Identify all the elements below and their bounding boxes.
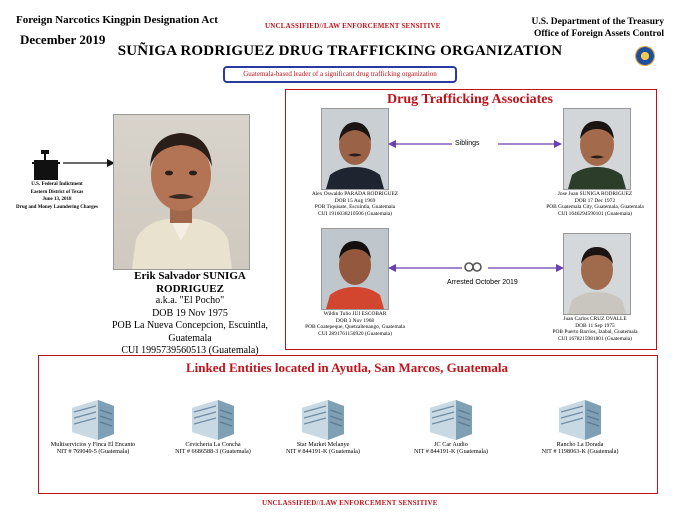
- subtitle: Guatemala-based leader of a significant drug trafficking organization: [223, 66, 457, 83]
- building-icon: [426, 396, 476, 442]
- act-title: Foreign Narcotics Kingpin Designation Act: [16, 14, 218, 26]
- agency-line-1: U.S. Department of the Treasury: [531, 17, 664, 27]
- associate-name-2: Jose Juan SUNIGA RODRIGUEZ: [557, 191, 633, 197]
- linked-entities-title: Linked Entities located in Ayutla, San Marcos, Guatemala: [185, 360, 508, 375]
- associate-caption-1: [295, 191, 415, 217]
- associate-pob-1: POB Tiquisate, Escuintla, Guatemala: [314, 204, 396, 211]
- associate-dob-4: DOB 11 Sep 1975: [575, 322, 615, 329]
- associate-cui-4: CUI 1678215981801 (Guatemala): [558, 335, 632, 342]
- associate-photo-2: [563, 108, 631, 190]
- indictment-line-3: June 13, 2018: [42, 197, 72, 202]
- leader-pob-2: Guatemala: [168, 332, 212, 344]
- entity-nit: NIT # 844191-K (Guatemala): [414, 448, 488, 456]
- building-icon: [298, 396, 348, 442]
- siblings-label: Siblings: [455, 140, 480, 147]
- associate-caption-4: [535, 316, 655, 342]
- agency-block: [532, 16, 664, 40]
- entity-name: Multiservicios y Finca El Encanto: [50, 441, 136, 448]
- entity-name: JC Car Audio: [434, 441, 468, 448]
- associate-dob-3: DOB 3 Nov 1968: [335, 317, 375, 324]
- associate-pob-3: POB Coatepeque, Quetzaltenango, Guatemala: [305, 324, 405, 331]
- leader-name: Erik Salvador SUNIGA RODRIGUEZ: [134, 270, 246, 295]
- indictment-line-4: Drug and Money Laundering Charges: [16, 204, 98, 210]
- entity-name: Cevicheria La Concha: [185, 441, 241, 448]
- associates-title: Drug Trafficking Associates: [387, 92, 553, 107]
- associate-photo-3: [321, 228, 389, 310]
- associate-dob-2: DOB 17 Dec 1972: [574, 197, 616, 204]
- associate-dob-1: DOB 15 Aug 1969: [334, 197, 376, 204]
- leader-aka: a.k.a. "El Pocho": [155, 295, 225, 306]
- arrested-label: Arrested October 2019: [447, 279, 518, 286]
- entity-name: Rancho La Dorada: [556, 441, 604, 448]
- indictment-line-1: U.S. Federal Indictment: [31, 182, 83, 187]
- leader-info: [100, 270, 280, 358]
- associate-cui-3: CUI 2891761150920 (Guatemala): [318, 330, 392, 337]
- classification-top: UNCLASSIFIED//LAW ENFORCEMENT SENSITIVE: [265, 22, 441, 30]
- associate-caption-3: [295, 311, 415, 337]
- entity-name: Star Market Melanye: [296, 441, 350, 448]
- leader-photo: [113, 114, 250, 270]
- associate-cui-2: CUI 1646294590101 (Guatemala): [558, 210, 632, 217]
- associate-name-4: Juan Carlos CRUZ OVALLE: [563, 316, 627, 322]
- leader-dob: DOB 19 Nov 1975: [152, 307, 228, 319]
- entity-nit: NIT # 769049-5 (Guatemala): [56, 448, 130, 456]
- entity-caption: [381, 441, 521, 456]
- entity-caption: [510, 441, 650, 456]
- indictment-arrow: [63, 157, 115, 169]
- associate-pob-4: POB Puerto Barrios, Izabal, Guatemala: [552, 329, 638, 336]
- associate-caption-2: [535, 191, 655, 217]
- page-title: SUÑIGA RODRIGUEZ DRUG TRAFFICKING ORGANIZATION: [117, 43, 563, 59]
- associate-photo-1: [321, 108, 389, 190]
- entity-nit: NIT # 1198063-K (Guatemala): [541, 448, 619, 456]
- classification-bottom: UNCLASSIFIED//LAW ENFORCEMENT SENSITIVE: [262, 499, 438, 507]
- associate-photo-4: [563, 233, 631, 315]
- indictment-line-2: Eastern District of Texas: [30, 189, 84, 195]
- entity-nit: NIT # 844191-K (Guatemala): [286, 448, 360, 456]
- entity-caption: [23, 441, 163, 456]
- leader-cui: CUI 1995739560513 (Guatemala): [121, 345, 259, 356]
- associate-name-3: Wildin Tulio JUI ESCOBAR: [323, 311, 387, 317]
- indictment-block: [6, 181, 108, 211]
- entity-caption: [253, 441, 393, 456]
- report-date: December 2019: [20, 32, 106, 47]
- leader-pob-1: POB La Nueva Concepcion, Escuintla,: [111, 320, 269, 331]
- agency-line-2: Office of Foreign Assets Control: [534, 29, 664, 39]
- building-icon: [68, 396, 118, 442]
- handcuffs-icon: [464, 260, 482, 274]
- associate-name-1: Alex Oswaldo PARADA RODRIGUEZ: [311, 191, 399, 197]
- associate-cui-1: CUI 1916038210506 (Guatemala): [318, 210, 392, 217]
- building-icon: [555, 396, 605, 442]
- associate-pob-2: POB Guatemala City, Guatemala, Guatemala: [546, 204, 644, 211]
- entity-nit: NIT # 6686588-3 (Guatemala): [175, 448, 251, 456]
- building-icon: [188, 396, 238, 442]
